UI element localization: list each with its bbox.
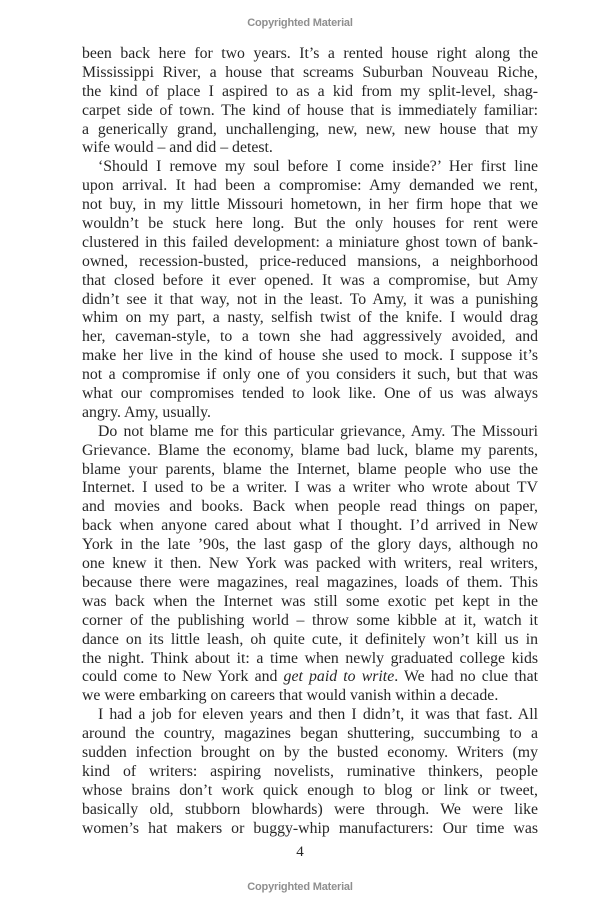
body-text: Internet. I used to be a writer. I was a writer who wrote about TV [82, 479, 538, 497]
text-line [82, 574, 538, 593]
text-line [82, 83, 538, 102]
text-line [82, 801, 538, 820]
body-text: could come to New York and [82, 668, 284, 686]
body-text: women’s hat makers or buggy-whip manufacturers: Our time was [82, 819, 538, 837]
text-line [82, 121, 538, 140]
body-text: make her live in the kind of house she used to mock. I suppose it’s [82, 347, 538, 365]
text-line [82, 102, 538, 121]
body-text: blame your parents, blame the Internet, blame people who use the [82, 460, 538, 478]
body-text: around the country, magazines began shuttering, succumbing to a [82, 725, 538, 743]
copyright-notice-bottom: Copyrighted Material [247, 881, 353, 893]
text-line [82, 744, 538, 763]
body-text: her, caveman-style, to a town she had aggressively avoided, and [82, 328, 538, 346]
text-line [82, 442, 538, 461]
body-text: Mississippi River, a house that screams Suburban Nouveau Riche, [82, 63, 538, 81]
text-line [82, 291, 538, 310]
body-text: been back here for two years. It’s a rented house right along the [82, 45, 538, 62]
body-text: that closed before it ever opened. It was a compromise, but Amy [82, 271, 538, 289]
body-text: . We had no clue that [394, 668, 538, 686]
text-line [82, 479, 538, 498]
text-line [82, 196, 538, 215]
body-text: one knew it then. New York was packed with writers, real writers, [82, 555, 538, 573]
body-text: we were embarking on careers that would vanish within a decade. [82, 687, 499, 705]
body-text: the kind of place I aspired to as a kid from my split-level, shag- [82, 82, 538, 100]
text-line [82, 64, 538, 83]
paragraph [82, 423, 538, 706]
body-text: Grievance. Blame the economy, blame bad luck, blame my parents, [82, 441, 538, 459]
text-line [82, 498, 538, 517]
text-line [82, 668, 538, 687]
italic-text: get paid to write [283, 668, 395, 686]
body-text: clustered in this failed development: a miniature ghost town of bank- [82, 233, 538, 251]
text-line [82, 555, 538, 574]
body-text: a generically grand, unchallenging, new, new, new house that my [82, 120, 538, 138]
body-text: York in the late ’90s, the last gasp of the glory days, although no [82, 536, 538, 554]
body-text: ‘Should I remove my soul before I come inside?’ Her first line [98, 158, 538, 176]
text-line [82, 631, 538, 650]
text-line [82, 782, 538, 801]
body-text: what our compromises tended to look like. One of us was always [82, 385, 538, 403]
text-line [82, 423, 538, 442]
body-text: back when anyone cared about what I thought. I’d arrived in New [82, 517, 538, 535]
copyright-notice-top: Copyrighted Material [247, 17, 353, 29]
body-text: not a compromise if only one of you considers it such, but that was [82, 366, 538, 384]
text-line [82, 215, 538, 234]
text-line [82, 820, 538, 839]
page-number: 4 [296, 844, 304, 860]
text-line [82, 45, 538, 64]
text-line [82, 158, 538, 177]
text-line [82, 366, 538, 385]
text-line [82, 272, 538, 291]
text-line [82, 234, 538, 253]
text-line [82, 593, 538, 612]
body-text: dance on its little leash, oh quite cute, it definitely won’t kill us in [82, 630, 538, 648]
body-text: owned, recession-busted, price-reduced mansions, a neighborhood [82, 252, 538, 270]
body-text: Do not blame me for this particular grievance, Amy. The Missouri [98, 422, 538, 440]
body-text: didn’t see it that way, not in the least. To Amy, it was a punishing [82, 290, 538, 308]
body-text: not buy, in my little Missouri hometown, in her firm hope that we [82, 196, 538, 214]
text-line [82, 385, 538, 404]
text-line [82, 650, 538, 669]
body-text: sudden infection brought on by the busted economy. Writers (my [82, 743, 538, 761]
text-line [82, 404, 538, 423]
body-text: I had a job for eleven years and then I didn’t, it was that fast. All [98, 706, 538, 724]
body-text: angry. Amy, usually. [82, 403, 211, 421]
body-text: because there were magazines, real magazines, loads of them. This [82, 573, 538, 591]
body-text: upon arrival. It had been a compromise: Amy demanded we rent, [82, 177, 538, 195]
text-line [82, 328, 538, 347]
paragraph [82, 706, 538, 838]
paragraph [82, 158, 538, 422]
page-text [82, 45, 538, 838]
body-text: basically old, stubborn blowhards) were through. We were like [82, 800, 538, 818]
body-text: whim on my part, a nasty, selfish twist of the knife. I would drag [82, 309, 538, 327]
text-line [82, 706, 538, 725]
text-line [82, 763, 538, 782]
body-text: wife would – and did – detest. [82, 139, 273, 157]
body-text: whose brains don’t work quick enough to blog or link or tweet, [82, 781, 538, 799]
text-line [82, 517, 538, 536]
text-line [82, 725, 538, 744]
text-line [82, 536, 538, 555]
body-text: the night. Think about it: a time when newly graduated college kids [82, 649, 538, 667]
body-text: was back when the Internet was still some exotic pet kept in the [82, 592, 538, 610]
text-line [82, 347, 538, 366]
text-line [82, 461, 538, 480]
text-line [82, 309, 538, 328]
body-text: carpet side of town. The kind of house that is immediately familiar: [82, 101, 538, 119]
body-text: and movies and books. Back when people read things on paper, [82, 498, 538, 516]
text-line [82, 253, 538, 272]
text-line [82, 612, 538, 631]
body-text: kind of writers: aspiring novelists, ruminative thinkers, people [82, 762, 538, 780]
text-line [82, 687, 538, 706]
paragraph [82, 45, 538, 158]
body-text: wouldn’t be stuck here long. But the only houses for rent were [82, 215, 538, 233]
body-text: corner of the publishing world – throw some kibble at it, watch it [82, 611, 538, 629]
text-line [82, 177, 538, 196]
text-line [82, 139, 538, 158]
